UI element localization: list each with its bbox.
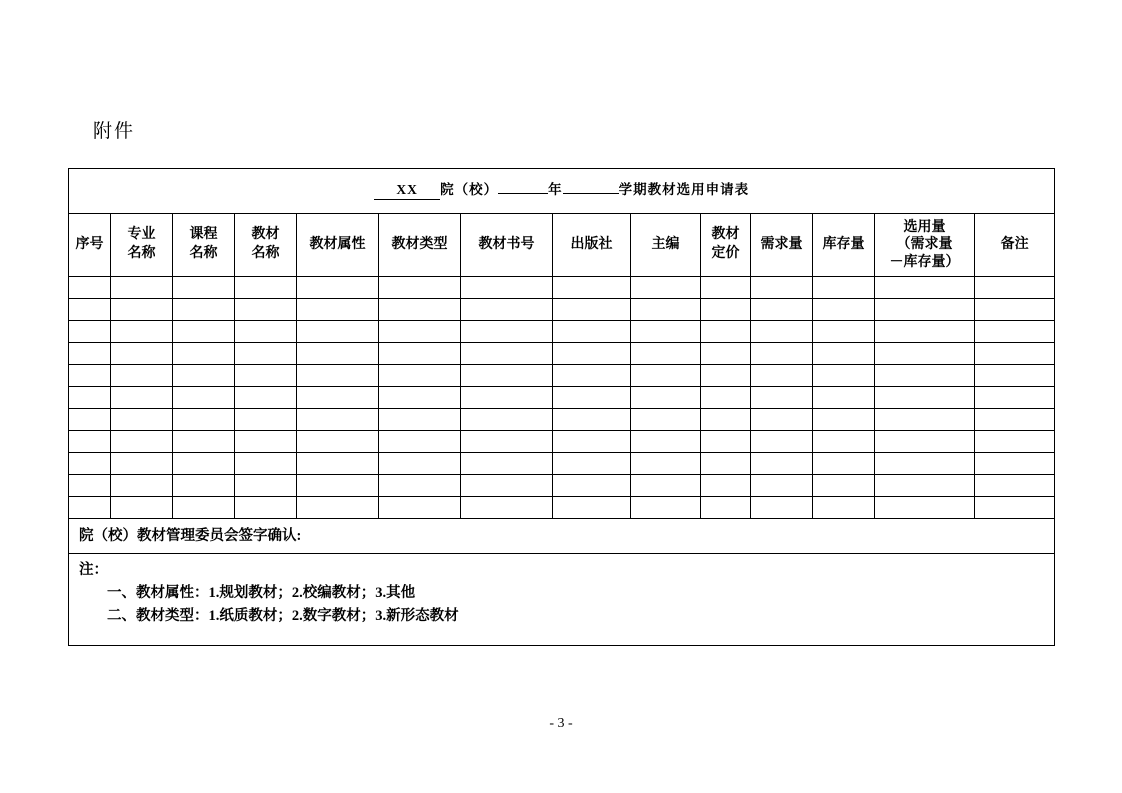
cell-isbn[interactable] [461, 431, 553, 453]
cell-stock-qty[interactable] [813, 299, 875, 321]
cell-course-name[interactable] [173, 497, 235, 519]
cell-chief-editor[interactable] [631, 409, 701, 431]
table-title-row [69, 169, 1055, 214]
cell-stock-qty[interactable] [813, 409, 875, 431]
cell-stock-qty[interactable] [813, 497, 875, 519]
cell-chief-editor[interactable] [631, 343, 701, 365]
cell-textbook-attribute[interactable] [297, 497, 379, 519]
cell-selected-qty[interactable] [875, 299, 975, 321]
cell-demand-qty[interactable] [751, 475, 813, 497]
header-remarks: 备注 [975, 214, 1055, 277]
table-row[interactable] [69, 431, 1055, 453]
cell-chief-editor[interactable] [631, 321, 701, 343]
cell-textbook-name[interactable] [235, 409, 297, 431]
header-price-line1: 教材 [711, 227, 740, 243]
cell-isbn[interactable] [461, 387, 553, 409]
cell-textbook-attribute[interactable] [297, 299, 379, 321]
cell-isbn[interactable] [461, 343, 553, 365]
cell-major-name[interactable] [111, 387, 173, 409]
cell-isbn[interactable] [461, 321, 553, 343]
cell-textbook-type[interactable] [379, 497, 461, 519]
cell-chief-editor[interactable] [631, 453, 701, 475]
cell-chief-editor[interactable] [631, 299, 701, 321]
cell-publisher[interactable] [553, 321, 631, 343]
cell-textbook-name[interactable] [235, 497, 297, 519]
cell-price[interactable] [701, 343, 751, 365]
cell-remarks[interactable] [975, 343, 1055, 365]
header-isbn: 教材书号 [461, 214, 553, 277]
cell-chief-editor[interactable] [631, 365, 701, 387]
table-row[interactable] [69, 321, 1055, 343]
cell-selected-qty[interactable] [875, 277, 975, 299]
cell-textbook-attribute[interactable] [297, 409, 379, 431]
notes-cell [69, 554, 1055, 646]
cell-stock-qty[interactable] [813, 365, 875, 387]
cell-textbook-name[interactable] [235, 299, 297, 321]
cell-major-name[interactable] [111, 321, 173, 343]
cell-price[interactable] [701, 475, 751, 497]
cell-index[interactable] [69, 431, 111, 453]
cell-price[interactable] [701, 497, 751, 519]
page-number: - 3 - [549, 716, 573, 731]
cell-textbook-type[interactable] [379, 431, 461, 453]
cell-textbook-name[interactable] [235, 343, 297, 365]
header-textbook-type: 教材类型 [379, 214, 461, 277]
cell-textbook-attribute[interactable] [297, 365, 379, 387]
cell-stock-qty[interactable] [813, 387, 875, 409]
cell-price[interactable] [701, 365, 751, 387]
header-index: 序号 [69, 214, 111, 277]
cell-publisher[interactable] [553, 299, 631, 321]
header-chief-editor: 主编 [631, 214, 701, 277]
cell-major-name[interactable] [111, 475, 173, 497]
cell-publisher[interactable] [553, 453, 631, 475]
cell-isbn[interactable] [461, 365, 553, 387]
cell-index[interactable] [69, 321, 111, 343]
cell-major-name[interactable] [111, 431, 173, 453]
cell-demand-qty[interactable] [751, 299, 813, 321]
cell-selected-qty[interactable] [875, 343, 975, 365]
cell-textbook-name[interactable] [235, 453, 297, 475]
cell-index[interactable] [69, 453, 111, 475]
cell-index[interactable] [69, 299, 111, 321]
header-selected-qty-line2: （需求量 [896, 237, 953, 253]
cell-demand-qty[interactable] [751, 497, 813, 519]
header-selected-qty-line1: 选用量 [903, 219, 946, 235]
header-major-name-line2: 名称 [127, 246, 156, 261]
cell-index[interactable] [69, 497, 111, 519]
cell-textbook-attribute[interactable] [297, 343, 379, 365]
cell-textbook-attribute[interactable] [297, 475, 379, 497]
cell-textbook-type[interactable] [379, 321, 461, 343]
cell-textbook-attribute[interactable] [297, 277, 379, 299]
cell-course-name[interactable] [173, 475, 235, 497]
cell-index[interactable] [69, 277, 111, 299]
header-textbook-name-line2: 名称 [251, 246, 280, 261]
cell-chief-editor[interactable] [631, 431, 701, 453]
cell-course-name[interactable] [173, 321, 235, 343]
cell-demand-qty[interactable] [751, 321, 813, 343]
header-price-line2: 定价 [711, 246, 740, 261]
header-major-name [111, 214, 173, 277]
cell-isbn[interactable] [461, 475, 553, 497]
cell-publisher[interactable] [553, 365, 631, 387]
cell-remarks[interactable] [975, 277, 1055, 299]
cell-isbn[interactable] [461, 299, 553, 321]
cell-stock-qty[interactable] [813, 431, 875, 453]
table-row[interactable] [69, 453, 1055, 475]
header-textbook-attribute: 教材属性 [297, 214, 379, 277]
table-row[interactable] [69, 365, 1055, 387]
cell-stock-qty[interactable] [813, 277, 875, 299]
notes-line-2: 二、教材类型：1.纸质教材；2.数字教材；3.新形态教材 [107, 607, 459, 624]
cell-course-name[interactable] [173, 453, 235, 475]
cell-price[interactable] [701, 453, 751, 475]
cell-remarks[interactable] [975, 387, 1055, 409]
cell-course-name[interactable] [173, 365, 235, 387]
cell-remarks[interactable] [975, 497, 1055, 519]
cell-publisher[interactable] [553, 277, 631, 299]
cell-textbook-type[interactable] [379, 365, 461, 387]
cell-isbn[interactable] [461, 453, 553, 475]
cell-price[interactable] [701, 387, 751, 409]
cell-index[interactable] [69, 475, 111, 497]
cell-demand-qty[interactable] [751, 453, 813, 475]
table-row[interactable] [69, 277, 1055, 299]
header-course-name [173, 214, 235, 277]
title-institution: 院（校） [440, 182, 499, 198]
cell-publisher[interactable] [553, 387, 631, 409]
cell-remarks[interactable] [975, 475, 1055, 497]
cell-remarks[interactable] [975, 299, 1055, 321]
cell-isbn[interactable] [461, 409, 553, 431]
header-demand-qty: 需求量 [751, 214, 813, 277]
table-row[interactable] [69, 497, 1055, 519]
cell-textbook-attribute[interactable] [297, 453, 379, 475]
title-year-blank [498, 193, 548, 194]
cell-demand-qty[interactable] [751, 365, 813, 387]
cell-course-name[interactable] [173, 343, 235, 365]
header-course-name-line1: 课程 [189, 227, 218, 243]
cell-textbook-type[interactable] [379, 387, 461, 409]
notes-row [69, 554, 1055, 646]
title-xx-blank: XX [374, 182, 440, 200]
table-row[interactable] [69, 475, 1055, 497]
cell-isbn[interactable] [461, 497, 553, 519]
cell-index[interactable] [69, 365, 111, 387]
cell-major-name[interactable] [111, 365, 173, 387]
cell-demand-qty[interactable] [751, 431, 813, 453]
cell-remarks[interactable] [975, 453, 1055, 475]
cell-stock-qty[interactable] [813, 343, 875, 365]
header-textbook-name [235, 214, 297, 277]
signature-row[interactable] [69, 519, 1055, 554]
cell-textbook-name[interactable] [235, 365, 297, 387]
cell-price[interactable] [701, 321, 751, 343]
cell-textbook-type[interactable] [379, 299, 461, 321]
cell-textbook-name[interactable] [235, 387, 297, 409]
cell-chief-editor[interactable] [631, 497, 701, 519]
cell-selected-qty[interactable] [875, 475, 975, 497]
cell-course-name[interactable] [173, 299, 235, 321]
title-term-blank [563, 193, 619, 194]
cell-course-name[interactable] [173, 431, 235, 453]
cell-index[interactable] [69, 409, 111, 431]
cell-selected-qty[interactable] [875, 409, 975, 431]
cell-major-name[interactable] [111, 343, 173, 365]
cell-publisher[interactable] [553, 497, 631, 519]
cell-remarks[interactable] [975, 365, 1055, 387]
table-title [69, 169, 1055, 214]
cell-textbook-attribute[interactable] [297, 431, 379, 453]
cell-publisher[interactable] [553, 431, 631, 453]
cell-stock-qty[interactable] [813, 321, 875, 343]
cell-price[interactable] [701, 299, 751, 321]
cell-major-name[interactable] [111, 299, 173, 321]
cell-remarks[interactable] [975, 431, 1055, 453]
cell-major-name[interactable] [111, 453, 173, 475]
cell-textbook-name[interactable] [235, 277, 297, 299]
cell-course-name[interactable] [173, 387, 235, 409]
table-row[interactable] [69, 387, 1055, 409]
cell-major-name[interactable] [111, 409, 173, 431]
cell-textbook-type[interactable] [379, 475, 461, 497]
title-year: 年 [548, 182, 563, 198]
cell-selected-qty[interactable] [875, 321, 975, 343]
cell-textbook-name[interactable] [235, 431, 297, 453]
cell-stock-qty[interactable] [813, 453, 875, 475]
cell-remarks[interactable] [975, 409, 1055, 431]
table-row[interactable] [69, 299, 1055, 321]
cell-textbook-type[interactable] [379, 409, 461, 431]
cell-textbook-attribute[interactable] [297, 321, 379, 343]
header-stock-qty: 库存量 [813, 214, 875, 277]
cell-publisher[interactable] [553, 475, 631, 497]
notes-title: 注： [79, 562, 108, 578]
table-header-row [69, 214, 1055, 277]
cell-demand-qty[interactable] [751, 387, 813, 409]
cell-selected-qty[interactable] [875, 365, 975, 387]
cell-publisher[interactable] [553, 409, 631, 431]
header-major-name-line1: 专业 [127, 227, 156, 243]
cell-course-name[interactable] [173, 277, 235, 299]
attachment-label: 附件 [93, 121, 136, 142]
cell-index[interactable] [69, 387, 111, 409]
cell-textbook-type[interactable] [379, 343, 461, 365]
header-course-name-line2: 名称 [189, 246, 218, 261]
header-publisher: 出版社 [553, 214, 631, 277]
cell-selected-qty[interactable] [875, 387, 975, 409]
title-suffix: 学期教材选用申请表 [618, 182, 750, 198]
table-row[interactable] [69, 343, 1055, 365]
signature-cell[interactable]: 院（校）教材管理委员会签字确认: [69, 519, 1055, 554]
cell-selected-qty[interactable] [875, 431, 975, 453]
cell-textbook-type[interactable] [379, 453, 461, 475]
cell-publisher[interactable] [553, 343, 631, 365]
cell-textbook-name[interactable] [235, 321, 297, 343]
header-selected-qty [875, 214, 975, 277]
cell-textbook-name[interactable] [235, 475, 297, 497]
cell-chief-editor[interactable] [631, 475, 701, 497]
cell-demand-qty[interactable] [751, 409, 813, 431]
cell-index[interactable] [69, 343, 111, 365]
cell-textbook-attribute[interactable] [297, 387, 379, 409]
notes-line-1: 一、教材属性：1.规划教材；2.校编教材；3.其他 [107, 585, 416, 602]
cell-textbook-type[interactable] [379, 277, 461, 299]
cell-demand-qty[interactable] [751, 343, 813, 365]
cell-price[interactable] [701, 409, 751, 431]
cell-course-name[interactable] [173, 409, 235, 431]
cell-remarks[interactable] [975, 321, 1055, 343]
cell-selected-qty[interactable] [875, 453, 975, 475]
cell-isbn[interactable] [461, 277, 553, 299]
cell-stock-qty[interactable] [813, 475, 875, 497]
table-row[interactable] [69, 409, 1055, 431]
cell-selected-qty[interactable] [875, 497, 975, 519]
header-selected-qty-line3: －库存量） [889, 254, 960, 270]
header-price [701, 214, 751, 277]
textbook-selection-table [68, 168, 1055, 646]
header-textbook-name-line1: 教材 [251, 227, 280, 243]
cell-price[interactable] [701, 277, 751, 299]
cell-chief-editor[interactable] [631, 277, 701, 299]
cell-demand-qty[interactable] [751, 277, 813, 299]
cell-major-name[interactable] [111, 497, 173, 519]
cell-price[interactable] [701, 431, 751, 453]
cell-major-name[interactable] [111, 277, 173, 299]
cell-chief-editor[interactable] [631, 387, 701, 409]
